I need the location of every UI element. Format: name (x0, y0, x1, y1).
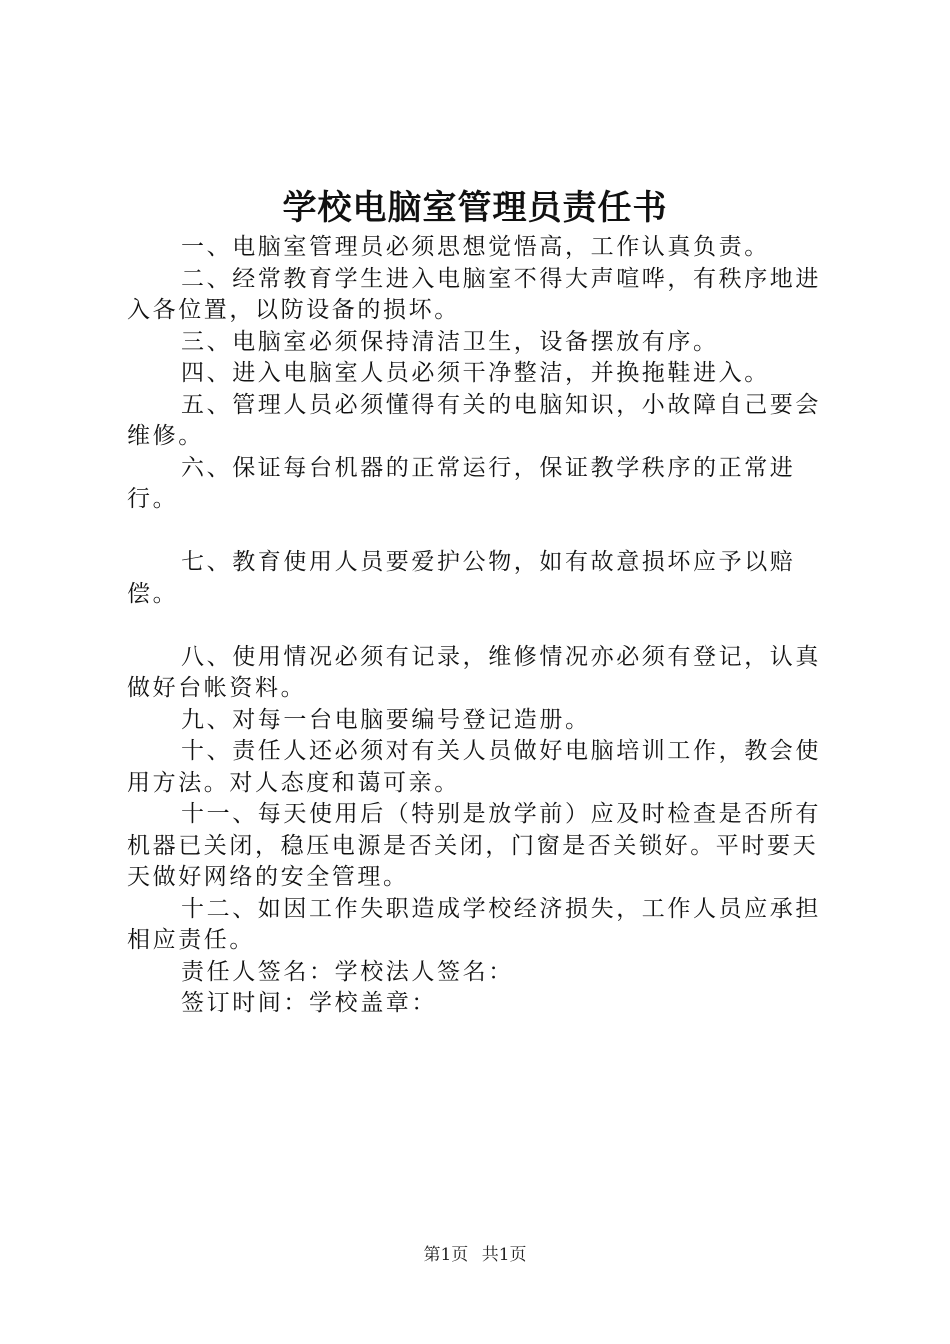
page-number: 第1页 (423, 1245, 469, 1265)
page-total: 共1页 (481, 1245, 527, 1265)
clause-1: 一、电脑室管理员必须思想觉悟高，工作认真负责。 (181, 234, 770, 260)
clause-11: 十一、每天使用后（特别是放学前）应及时检查是否所有机器已关闭，稳压电源是否关闭，门窗是否关锁好。平时要天天做好网络的安全管理。 (127, 801, 821, 890)
clause-9: 九、对每一台电脑要编号登记造册。 (181, 706, 591, 733)
clause-3: 三、电脑室必须保持清洁卫生，设备摆放有序。 (181, 328, 719, 355)
signature-line: 责任人签名：学校法人签名： (181, 958, 514, 985)
clause-5: 五、管理人员必须懂得有关的电脑知识，小故障自己要会维修。 (127, 391, 821, 449)
date-seal-line: 签订时间：学校盖章： (181, 990, 437, 1016)
clause-4: 四、进入电脑室人员必须干净整洁，并换拖鞋进入。 (181, 360, 770, 386)
clause-10: 十、责任人还必须对有关人员做好电脑培训工作，教会使用方法。对人态度和蔼可亲。 (127, 738, 821, 796)
document-body (127, 232, 839, 1020)
document-title: 学校电脑室管理员责任书 (282, 188, 668, 228)
clause-12: 十二、如因工作失职造成学校经济损失，工作人员应承担相应责任。 (127, 895, 821, 953)
clause-8: 八、使用情况必须有记录，维修情况亦必须有登记，认真做好台帐资料。 (127, 643, 821, 701)
clause-6: 六、保证每台机器的正常运行，保证教学秩序的正常进行。 (127, 454, 796, 512)
clause-2: 二、经常教育学生进入电脑室不得大声喧哗，有秩序地进入各位置，以防设备的损坏。 (127, 265, 821, 323)
page-footer (0, 1244, 950, 1266)
clause-7: 七、教育使用人员要爱护公物，如有故意损坏应予以赔偿。 (127, 549, 796, 607)
